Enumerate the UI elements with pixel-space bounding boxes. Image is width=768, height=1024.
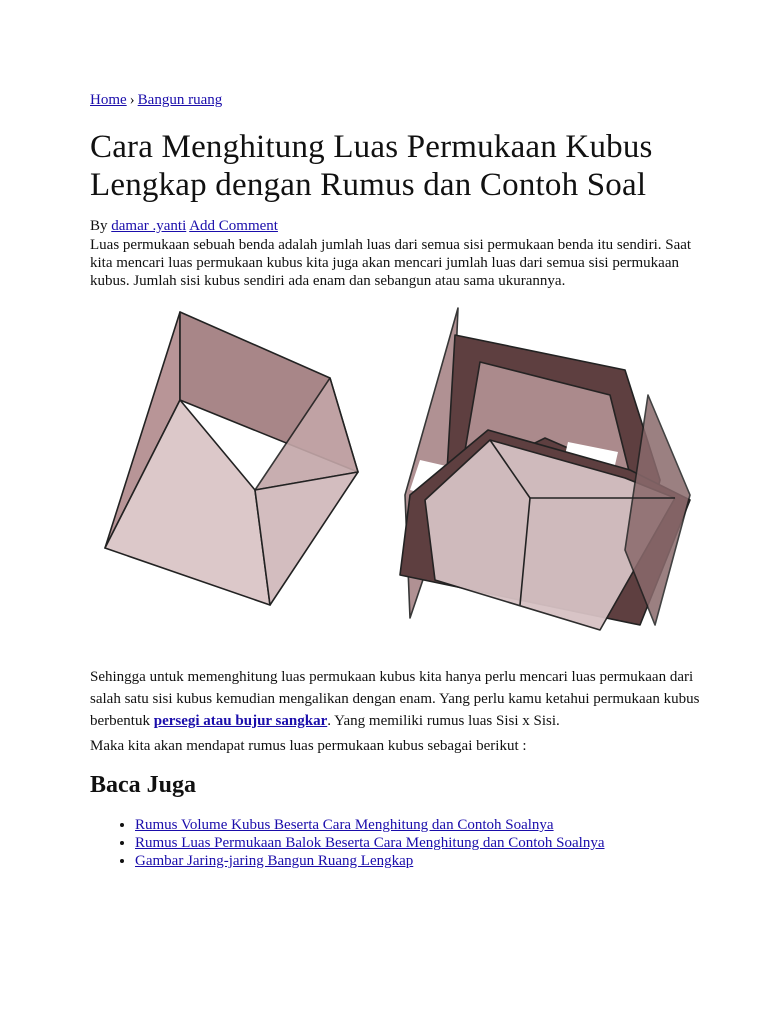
author-link[interactable]: damar .yanti <box>111 218 187 234</box>
list-item <box>135 816 605 834</box>
byline <box>90 218 278 235</box>
paragraph-2-text-before: Sehingga untuk memenghitung luas permukaan kubus kita hanya perlu mencari luas permukaan dari salah satu sisi kubus kemudian mengalikan dengan enam. Yang perlu kamu ketahui permukaan kubus berbentuk <box>90 669 700 729</box>
related-link-jaring-jaring[interactable]: Gambar Jaring-jaring Bangun Ruang Lengkap <box>135 853 414 869</box>
breadcrumb-separator: › <box>129 92 135 108</box>
intro-paragraph: Luas permukaan sebuah benda adalah jumlah luas dari semua sisi permukaan benda itu sendiri. Saat kita mencari luas permukaan kubus kita juga akan mencari jumlah luas dari semua sisi permukaan kubus. Jumlah sisi kubus sendiri ada enam dan sebangun atau sama ukurannya. <box>90 237 692 289</box>
related-link-volume-kubus[interactable]: Rumus Volume Kubus Beserta Cara Menghitung dan Contoh Soalnya <box>135 817 554 833</box>
related-links-list <box>90 816 605 870</box>
breadcrumb <box>90 92 222 109</box>
cube-bottom-face <box>255 472 358 605</box>
list-item <box>135 852 605 870</box>
related-link-luas-balok[interactable]: Rumus Luas Permukaan Balok Beserta Cara Menghitung dan Contoh Soalnya <box>135 835 605 851</box>
article-title: Cara Menghitung Luas Permukaan Kubus Lengkap dengan Rumus dan Contoh Soal <box>90 129 653 203</box>
breadcrumb-category-link[interactable]: Bangun ruang <box>137 92 223 108</box>
paragraph-2-text-after: . Yang memiliki rumus luas Sisi x Sisi. <box>327 713 560 729</box>
cube-closed-figure <box>105 312 358 605</box>
cube-exploded-figure <box>400 308 690 630</box>
breadcrumb-home-link[interactable]: Home <box>90 92 127 108</box>
paragraph-3: Maka kita akan mendapat rumus luas permukaan kubus sebagai berikut : <box>90 738 527 754</box>
persegi-link[interactable]: persegi atau bujur sangkar <box>153 713 328 729</box>
paragraph-2 <box>90 666 710 732</box>
byline-by: By <box>90 218 108 234</box>
cube-surface-illustration <box>100 300 700 645</box>
baca-juga-heading: Baca Juga <box>90 772 197 798</box>
cube-front-face <box>105 400 270 605</box>
list-item <box>135 834 605 852</box>
add-comment-link[interactable]: Add Comment <box>189 218 278 234</box>
